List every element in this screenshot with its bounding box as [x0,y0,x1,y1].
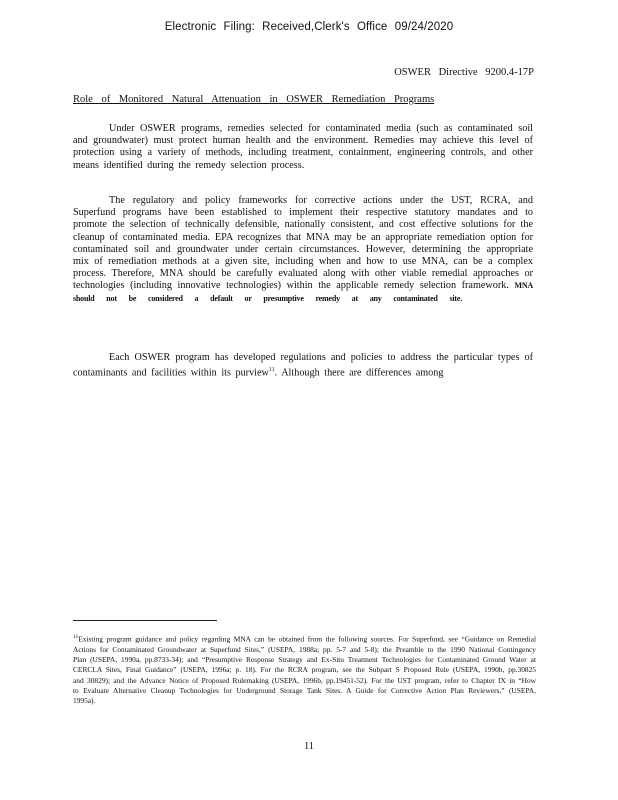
footnote-reference[interactable]: 11 [268,367,275,374]
footnote-mark: 11 [73,634,79,640]
paragraph-2-bold-statement: MNA should not be considered a default or presumptive remedy at any contaminated site. [73,281,533,303]
paragraph-1-text: Under OSWER programs, remedies selected for contaminated media (such as contaminated soil and groundwater) must protect human health and the environment. Remedies may achieve this level of protection using a variety of methods, including treatment, containment, engineering controls, and other means identified during the remedy selection process. [73,123,533,171]
paragraph-1 [73,123,533,172]
paragraph-2-main: The regulatory and policy frameworks for corrective actions under the UST, RCRA, and Superfund programs have been established to implement their respective statutory mandates and to promote the selection of technically defensible, nationally consistent, and cost effective solutions for the cleanup of contaminated media. EPA recognizes that MNA may be an appropriate remediation option for contaminated soil and groundwater under certain circumstances. However, determining the appropriate mix of remediation methods at a given site, including when and how to use MNA, can be a complex process. Therefore, MNA should be carefully evaluated along with other viable remedial approaches or technologies (including innovative technologies) within the applicable remedy selection framework. [73,195,533,292]
footnote [73,632,536,707]
paragraph-2-text [73,195,533,305]
paragraph-3-before: Each OSWER program has developed regulations and policies to address the particular types of contaminants and facilities within its purview [73,352,533,379]
paragraph-3-after: . Although there are differences among [274,367,444,379]
paragraph-3 [73,352,533,380]
directive-number: OSWER Directive 9200.4-17P [394,67,534,78]
page-number: 11 [303,741,315,752]
filing-stamp: Electronic Filing: Received,Clerk's Office 09/24/2020 [164,21,454,33]
section-title: Role of Monitored Natural Attenuation in OSWER Remediation Programs [73,94,435,105]
footnote-text: Existing program guidance and policy regarding MNA can be obtained from the following sources. For Superfund, see “Guidance on Remedial Actions for Contaminated Groundwater at Superfund Sites,” (USEPA, 1988a; pp. 5-7 and 5-8); the Preamble to the 1990 National Contingency Plan (USEPA, 1990a, pp.8733-34); and “Presumptive Response Strategy and Ex-Situ Treatment Technologies for Contaminated Ground Water at CERCLA Sites, Final Guidance” (USEPA, 1996a; p. 18). For the RCRA program, see the Subpart S Proposed Rule (USEPA, 1990b, pp.30825 and 30829); and the Advance Notice of Proposed Rulemaking (USEPA, 1996b, pp.19451-52). For the UST program, refer to Chapter IX in “How to Evaluate Alternative Cleanup Technologies for Underground Storage Tank Sites. A Guide for Corrective Action Plan Reviewers,” (USEPA, 1995a). [73,634,536,706]
paragraph-2 [73,195,533,305]
paragraph-3-text [73,352,533,380]
footnote-divider [73,620,217,621]
